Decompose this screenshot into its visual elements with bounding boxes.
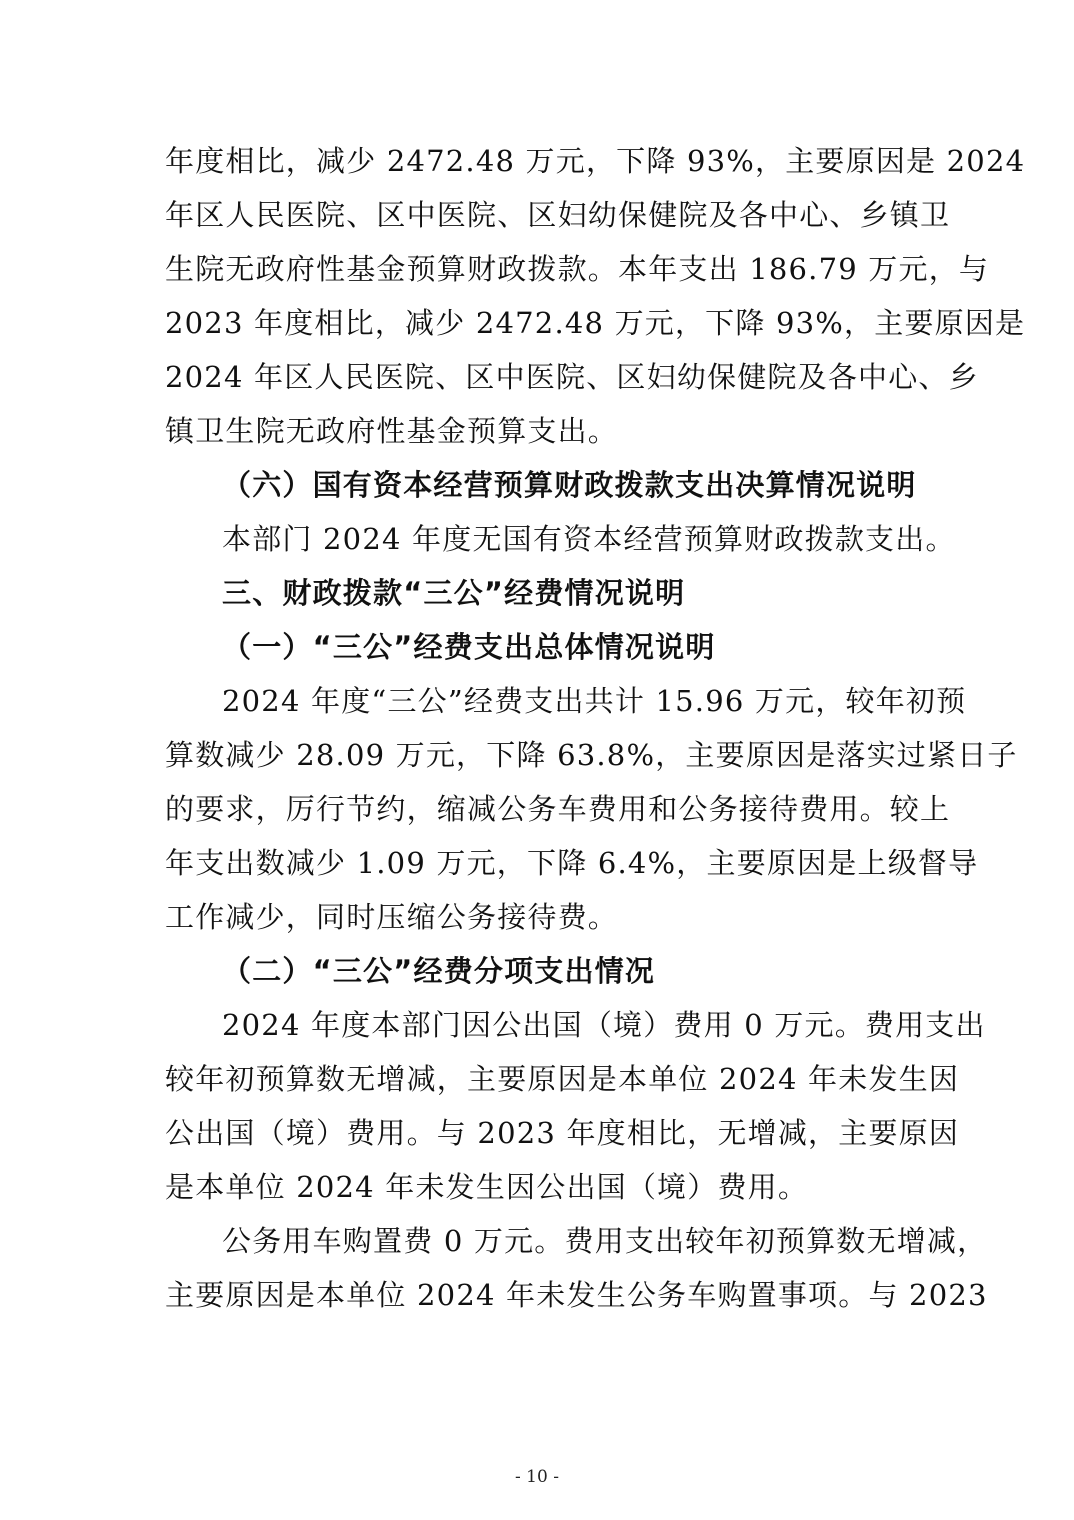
section-heading-6: （六）国有资本经营预算财政拨款支出决算情况说明 — [222, 468, 917, 502]
body-text-line: 公务用车购置费 0 万元。费用支出较年初预算数无增减， — [222, 1224, 988, 1258]
body-text-line: 2024 年区人民医院、区中医院、区妇幼保健院及各中心、乡 — [165, 360, 979, 394]
body-text-line: 较年初预算数无增减，主要原因是本单位 2024 年未发生因 — [165, 1062, 960, 1096]
chapter-heading-3: 三、财政拨款“三公”经费情况说明 — [222, 576, 686, 610]
body-text-line: 是本单位 2024 年未发生因公出国（境）费用。 — [165, 1170, 809, 1204]
body-text-line: 2024 年度“三公”经费支出共计 15.96 万元，较年初预 — [222, 684, 967, 718]
body-text-line: 年度相比，减少 2472.48 万元，下降 93%，主要原因是 2024 — [165, 144, 1026, 178]
body-text-line: 本部门 2024 年度无国有资本经营预算财政拨款支出。 — [222, 522, 956, 556]
body-text-line: 2023 年度相比，减少 2472.48 万元，下降 93%，主要原因是 — [165, 306, 1026, 340]
section-heading-2: （二）“三公”经费分项支出情况 — [222, 954, 656, 988]
section-heading-1: （一）“三公”经费支出总体情况说明 — [222, 630, 716, 664]
body-text-line: 工作减少，同时压缩公务接待费。 — [165, 900, 619, 934]
body-text-line: 生院无政府性基金预算财政拨款。本年支出 186.79 万元，与 — [165, 252, 990, 286]
body-text-line: 公出国（境）费用。与 2023 年度相比，无增减，主要原因 — [165, 1116, 960, 1150]
body-text-line: 年区人民医院、区中医院、区妇幼保健院及各中心、乡镇卫 — [165, 198, 951, 232]
body-text-line: 的要求，厉行节约，缩减公务车费用和公务接待费用。较上 — [165, 792, 951, 826]
body-text-line: 算数减少 28.09 万元，下降 63.8%，主要原因是落实过紧日子 — [165, 738, 1018, 772]
body-text-line: 年支出数减少 1.09 万元，下降 6.4%，主要原因是上级督导 — [165, 846, 979, 880]
body-text-line: 主要原因是本单位 2024 年未发生公务车购置事项。与 2023 — [165, 1278, 988, 1312]
page-number: - 10 - — [515, 1467, 559, 1487]
body-text-line: 2024 年度本部门因公出国（境）费用 0 万元。费用支出 — [222, 1008, 986, 1042]
body-text-line: 镇卫生院无政府性基金预算支出。 — [165, 414, 619, 448]
